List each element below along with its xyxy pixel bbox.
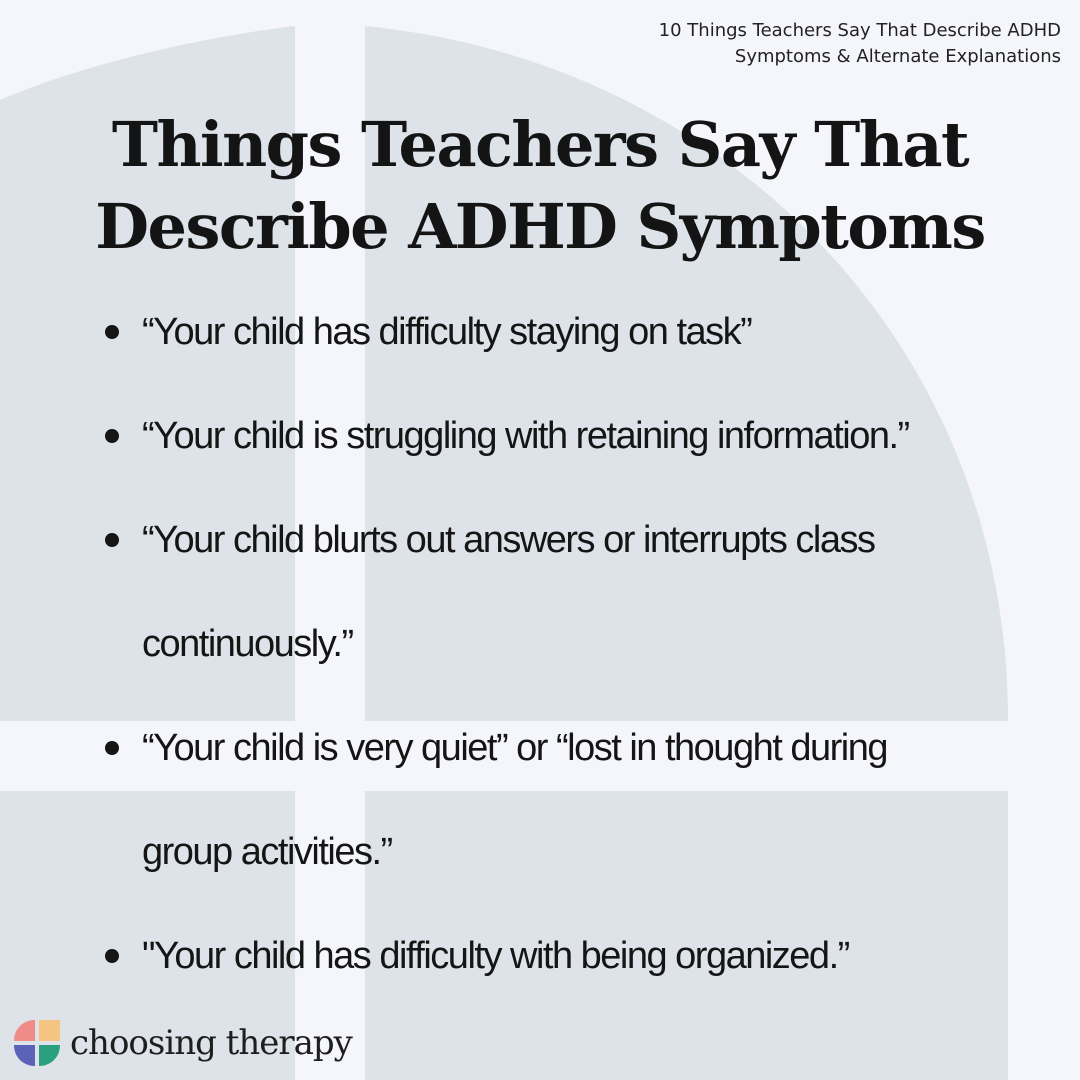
bullet-dot-icon bbox=[105, 325, 119, 339]
brand-logo bbox=[12, 1016, 352, 1070]
quote-item-2-line-1: “Your child is struggling with retaining information.” bbox=[142, 415, 909, 457]
quote-list bbox=[142, 280, 1042, 1008]
page-title-line-2: Describe ADHD Symptoms bbox=[95, 190, 985, 263]
quote-item-1 bbox=[142, 280, 1042, 384]
quote-item-4-line-1: “Your child is very quiet” or “lost in thought during bbox=[142, 727, 887, 769]
bullet-dot-icon bbox=[105, 741, 119, 755]
quote-item-2 bbox=[142, 384, 1042, 488]
quote-item-1-line-1: “Your child has difficulty staying on task” bbox=[142, 311, 752, 353]
brand-wordmark: choosing therapy bbox=[70, 1023, 352, 1063]
bullet-dot-icon bbox=[105, 533, 119, 547]
header-caption-line-2: Symptoms & Alternate Explanations bbox=[734, 46, 1061, 67]
quote-item-5 bbox=[142, 904, 1042, 1008]
bullet-dot-icon bbox=[105, 429, 119, 443]
quote-item-3-line-2: continuously.” bbox=[142, 623, 353, 665]
page-title-line-1: Things Teachers Say That bbox=[111, 108, 969, 181]
logo-mark-bottom-right bbox=[39, 1045, 60, 1066]
quote-item-3-line-1: “Your child blurts out answers or interrupts class bbox=[142, 519, 875, 561]
header-caption bbox=[461, 18, 1061, 70]
logo-mark-top-left bbox=[14, 1020, 35, 1041]
quote-item-4 bbox=[142, 696, 1042, 904]
header-caption-line-1: 10 Things Teachers Say That Describe ADHD bbox=[658, 20, 1061, 41]
logo-mark-bottom-left bbox=[14, 1045, 35, 1066]
quote-item-3 bbox=[142, 488, 1042, 696]
logo-mark-top-right bbox=[39, 1020, 60, 1041]
quote-item-5-line-1: "Your child has difficulty with being organized.” bbox=[142, 935, 849, 977]
quote-item-4-line-2: group activities.” bbox=[142, 831, 392, 873]
logo-mark-icon bbox=[12, 1018, 62, 1068]
bullet-dot-icon bbox=[105, 949, 119, 963]
page-title bbox=[0, 104, 1080, 268]
